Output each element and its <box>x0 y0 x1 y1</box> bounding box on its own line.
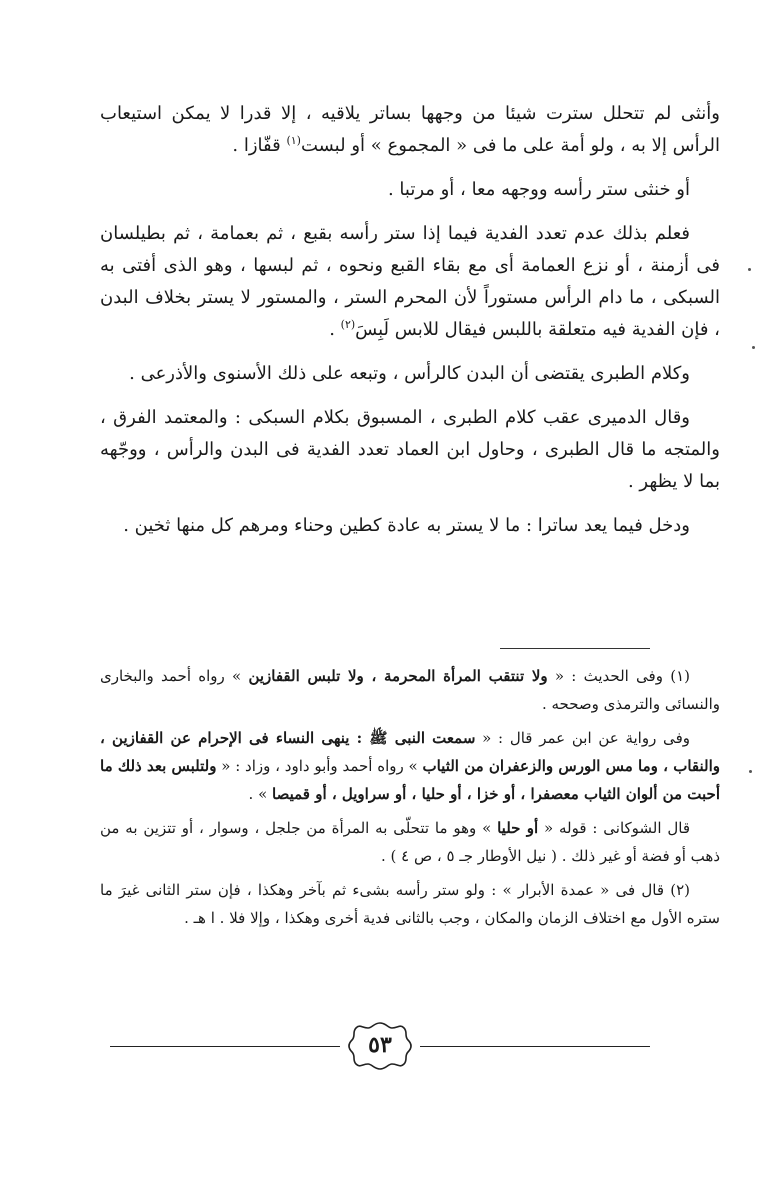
footnote-ref-2: (٢) <box>340 318 356 331</box>
footnote-ref-1: (١) <box>286 134 301 147</box>
footnote-1 <box>100 662 720 718</box>
page-number: ٥٣ <box>368 1032 392 1058</box>
footnote-1-narration <box>100 724 720 808</box>
paragraph-3-end: . <box>329 319 341 340</box>
commentary-term: أو حليا <box>497 819 539 837</box>
footnote-1-hadith: ولا تنتقب المرأة المحرمة ، ولا تلبس القفازين <box>248 667 548 685</box>
margin-mark <box>749 770 752 773</box>
paragraph-2: أو خنثى ستر رأسه ووجهه معا ، أو مرتبا . <box>387 179 690 200</box>
footer-rule-right <box>420 1046 650 1047</box>
footnote-1-intro: (١) وفى الحديث : « <box>547 667 690 685</box>
footnote-divider <box>500 648 650 649</box>
footer-rule-left <box>110 1046 340 1047</box>
margin-mark <box>752 346 755 349</box>
margin-mark <box>748 268 751 271</box>
narration-end: » . <box>248 785 273 803</box>
paragraph-1-text: وأنثى لم تتحلل سترت شيئا من وجهها بساتر يلاقيه ، إلا قدرا لا يمكن استيعاب الرأس إلا به ، ولو أمة على ما فى « المجموع » أو لبست <box>100 103 720 156</box>
paragraph-4: وكلام الطبرى يقتضى أن البدن كالرأس ، وتبعه على ذلك الأسنوى والأذرعى . <box>129 363 690 384</box>
narration-intro: وفى رواية عن ابن عمر قال : « <box>475 729 690 747</box>
page-number-ornament <box>346 1020 414 1072</box>
paragraph-3 <box>100 218 720 346</box>
paragraph-5: وقال الدميرى عقب كلام الطبرى ، المسبوق بكلام السبكى : والمعتمد الفرق ، والمتجه ما قال الطبرى ، وحاول ابن العماد تعدد الفدية فى البدن والرأس ، ووجّهه بما لا يظهر . <box>100 407 720 492</box>
paragraph-1-end: قفّازا . <box>232 135 287 156</box>
main-text <box>100 98 720 554</box>
footnotes <box>100 662 720 938</box>
narration-hadith: سمعت النبى ﷺ : ينهى النساء فى الإحرام عن القفازين ، والنقاب ، وما مس الورس والزعفران من الثياب <box>100 729 721 775</box>
paragraph-1 <box>100 98 720 162</box>
narration-addition: ولتلبس بعد ذلك ما أحبت من ألوان الثياب معصفرا ، أو خزا ، أو حليا ، أو سراويل ، أو قميصا <box>100 757 720 803</box>
commentary-intro: قال الشوكانى : قوله « <box>538 819 691 837</box>
commentary-text: » وهو ما تتحلّى به المرأة من جلجل ، وسوار ، أو تتزين به من ذهب أو فضة أو غير ذلك . ( نيل الأوطار جـ ٥ ، ص ٤ ) . <box>100 819 720 865</box>
paragraph-3-text: فعلم بذلك عدم تعدد الفدية فيما إذا ستر رأسه بقبع ، ثم بعمامة ، ثم بطيلسان فى أزمنة ، أو نزع العمامة أى مع بقاء القبع ونحوه ، ثم لبسها ، وهو الذى أفتى به السبكى ، ما دام الرأس مستوراً لأن المحرم الستر ، والمستور لا يستر بخلاف البدن ، فإن الفدية فيه متعلقة باللبس فيقال للابس لَبِسَ <box>100 223 720 340</box>
paragraph-6: ودخل فيما يعد ساترا : ما لا يستر به عادة كطين وحناء ومرهم كل منها ثخين . <box>123 515 690 536</box>
narration-source: » رواه أحمد وأبو داود ، وزاد : « <box>216 757 423 775</box>
footnote-2: (٢) قال فى « عمدة الأبرار » : ولو ستر رأسه بشىء ثم بآخر وهكذا ، فإن ستر الثانى غيرَ ما ستره الأول مع اختلاف الزمان والمكان ، وجب بالثانى فدية أخرى وهكذا ، وإلا فلا . ا هـ . <box>100 881 720 927</box>
footnote-1-commentary <box>100 814 720 870</box>
footnote-1-source: » رواه أحمد والبخارى والنسائى والترمذى وصححه . <box>100 667 720 713</box>
